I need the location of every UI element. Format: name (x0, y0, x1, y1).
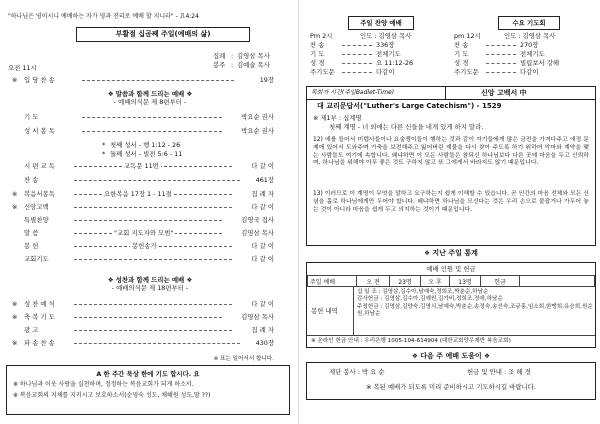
stats-title-text: 지난 주일 통계 (432, 249, 478, 257)
section-title: 말씀과 함께 드리는 예배 (115, 90, 185, 98)
creed-header-left: 목회자 시간(주일Badlet-Time) (311, 89, 395, 96)
order-value: 다 같 이 (251, 203, 274, 211)
order-value: 다 같 이 (251, 242, 274, 250)
diamond-icon: ❖ (107, 276, 114, 284)
creed-paragraph: 12) 예를 들어서 미텝사들이나 요술쟁이들이 행하는 것과 같이 자기들에게 많은 금전을 가져다주고 애정 문제에 있어서 도와주며 가축을 보전해주고 잃어버린 재물을 다시 찾아 주도록 하기 위하여 악마와 계약을 맺는 사람들도 여기에 속합니다. 왜냐하면 이 모든 사람들은 참되신 하나님보다 다른 곳에 마음을 두고 신뢰하며, 하나님을 위해야 아무 좋은 것도 구하지 않고 또 그에게서 바라지도 않기 때문입니다. (313, 137, 589, 167)
section-subtitle: 예배의식문 제 18편부터 (116, 284, 184, 292)
attendance-value: 13명 (450, 276, 481, 287)
helper-name: 박 요 순 (361, 368, 385, 376)
order-label: 성 서 봉 독 (24, 127, 55, 135)
online-offering-note: ※ 온라인 헌금 안내 : 우리은행 1005-104-614904 (대한교회양우제반 복음교회) (311, 338, 511, 344)
order-label: 찬 송 (24, 176, 39, 184)
next-week-title (302, 352, 600, 360)
stand-mark: ※ (12, 190, 18, 198)
stand-mark: ※ (12, 203, 18, 211)
section-word-heading: ❖ 말씀과 함께 드리는 예배 ❖ - 예배의식문 제 8편부터 - (107, 90, 193, 106)
order-value: 박요순 권사 (241, 113, 274, 121)
praise-item-value: 전체기도 (376, 50, 401, 58)
offering-type: 주정헌금 (357, 303, 379, 310)
order-value: 집 례 자 (251, 326, 274, 334)
order-label: 기 도 (24, 113, 39, 121)
diamond-icon: ❖ (484, 352, 490, 360)
order-value: 박요순 권사 (241, 127, 274, 135)
offering-line: 십 일 조 : 김영삼,김수아,남예숙,정희조,박춘순,하남순 (357, 289, 489, 295)
wed-item-label: 성 경 (454, 59, 469, 67)
offering-line: 주정헌금 : 김영삼,김양숙,김영식,남예숙,박춘순,송정숙,송선숙,조규홍,임소희,한맹희,유승희,원순원,하남순 (357, 303, 593, 318)
header-verse: "하나님은 영이시니 예배하는 자가 영과 진리로 예배 할 지니라" - 요4:24 (8, 13, 199, 20)
offering-type: 감사헌금 (357, 296, 379, 303)
praise-title: 주일 찬양 예배 (360, 19, 402, 27)
stats-subtitle: 예배 인원 및 헌금 (426, 265, 476, 273)
prayer-line: ※ 하나님과 이웃 사랑을 실천하며, 정정하는 복음교회가 되게 하소서. (13, 381, 194, 388)
order-list-1 (12, 113, 274, 137)
diamond-icon: ❖ (424, 249, 430, 257)
service-time: 오전 11시 (8, 64, 37, 72)
praise-item-label: 찬 송 (310, 41, 325, 49)
offering-col: 헌금 (481, 276, 520, 287)
order-value: 다 같 이 (251, 162, 274, 170)
wed-item-label: 찬 송 (454, 41, 469, 49)
order-row (12, 127, 274, 135)
catechism-title: 대 교리문답서("Luther's Large Catechism") - 1529 (317, 102, 502, 110)
stand-note: ※ 표는 일어서서 합니다. (213, 356, 274, 362)
order-row (12, 229, 274, 237)
wed-time: pm 12시 (454, 32, 481, 40)
order-label: 성 찬 예 식 (24, 300, 55, 308)
order-label: 시 편 교 독 (24, 162, 55, 170)
order-row (12, 113, 274, 121)
order-value: 김영삼 목사 (241, 229, 274, 237)
order-row (12, 242, 274, 250)
praise-item-label: 성 경 (310, 59, 325, 67)
wed-item-value: 다같이 (520, 68, 539, 76)
order-row (12, 176, 274, 184)
order-value: 430장 (255, 339, 274, 347)
order-label: 입 당 찬 송 (24, 76, 55, 84)
order-row (12, 339, 274, 347)
creed-part: ※ 제1부 : 십계명 (313, 114, 362, 122)
offering-type: 십 일 조 (357, 289, 377, 295)
wed-item-value: 270장 (520, 41, 539, 49)
center-fold (298, 0, 299, 424)
bullet-icon: * (102, 150, 106, 158)
section-subtitle: 예배의식문 제 8편부터 (118, 98, 182, 106)
praise-title-box (348, 16, 414, 30)
right-page (302, 0, 600, 424)
offering-line: 감사헌금 : 김영삼,김수아,김예원,김가비,정희조,정애,하남순 (357, 296, 503, 303)
praise-item-value: 요 11:12-26 (376, 59, 414, 67)
diamond-icon: ❖ (186, 90, 193, 98)
scripture-readings (102, 141, 242, 159)
next-week-title-text: 다음 주 예배 도움이 (420, 352, 482, 360)
wed-item-value: 빌립보서 강해 (520, 59, 560, 67)
left-page (0, 0, 296, 424)
bullet-icon: * (102, 141, 106, 149)
helper-role: 헌금 및 안내 (467, 368, 502, 376)
offering-names: 김영삼,김양숙,김영식,남예숙,박춘순,송정숙,송선숙,조규홍,임소희,한맹희,유승희,원순원,하남순 (357, 303, 593, 318)
praise-item-label: 기 도 (310, 50, 325, 58)
order-row (12, 326, 274, 334)
offering-label: 봉헌 내역 (311, 307, 338, 315)
order-value: 다 같 이 (251, 255, 274, 263)
order-label: 광 고 (24, 326, 39, 334)
officiant-info: 집례 : 김영삼 목사 봉주 : 김예술 목사 (213, 52, 270, 69)
attendance-col: 오 전 (357, 276, 390, 287)
stand-mark: ※ (12, 339, 18, 347)
order-label: 교회기도 (24, 255, 49, 263)
commandment-text: 첫째 계명 - 너 외에는 다른 신들을 네게 있게 하지 말라. (329, 123, 484, 131)
order-row (12, 162, 274, 170)
next-week-box (306, 362, 596, 400)
wed-item-label: 기 도 (454, 50, 469, 58)
order-label: 파 송 찬 송 (24, 339, 55, 347)
stats-box (306, 262, 596, 348)
reading-text: 첫째 성서 - 행 1:12 - 26 (110, 141, 181, 149)
section-sacrament-heading: ❖ 성찬과 함께 드리는 예배 ❖ - 예배의식문 제 18편부터 - (107, 276, 193, 292)
info-label: 봉주 (213, 61, 226, 69)
attendance-row (307, 275, 595, 287)
section-title: 성찬과 함께 드리는 예배 (115, 276, 185, 284)
order-row (12, 190, 274, 198)
order-list-2 (12, 162, 274, 272)
order-label: 복음서봉독 (24, 190, 55, 198)
order-label: 특별찬양 (24, 216, 49, 224)
order-row (12, 216, 274, 224)
offering-list (357, 289, 593, 335)
worship-prep-note: ※ 복된 예배가 되도록 미리 준비하시고 기도하시길 바랍니다. (366, 383, 536, 391)
praise-item-value: 336장 (376, 41, 395, 49)
order-row-opening (12, 76, 274, 85)
reading-text: 둘째 성서 - 빌전 5:6 - 11 (110, 150, 183, 158)
info-value: 김예술 목사 (237, 61, 270, 69)
order-detail: 요한복음 17장 1 - 11절 (104, 190, 172, 198)
helper-name: 조 해 경 (508, 368, 531, 376)
praise-details (310, 32, 450, 82)
helper-row: 제단 봉사 : 박 요 순 (329, 368, 385, 376)
order-list-3 (12, 300, 274, 350)
prayer-title: A 한 주간 묵상 한에 기도 합시다. 요 (96, 370, 200, 378)
order-detail: 봉헌송가 (132, 242, 157, 250)
wed-leader: 인도 : 김영삼 목사 (504, 32, 556, 40)
order-value: 김영삼 목사 (241, 313, 274, 321)
wed-title-box (498, 16, 560, 30)
helper-row: 헌금 및 안내 : 조 해 경 (467, 368, 531, 376)
praise-item-label: 주기도문 (310, 68, 335, 76)
diamond-icon: ❖ (186, 276, 193, 284)
diamond-icon: ❖ (107, 90, 114, 98)
order-row (12, 255, 274, 263)
weekly-prayer-box (6, 365, 290, 415)
order-row (12, 313, 274, 321)
stand-mark: ※ (12, 76, 18, 84)
sermon-title: "교회 지도자와 모범" (114, 229, 174, 237)
creed-header-right: 신앙 고백서 中 (481, 89, 527, 97)
order-label: 봉 헌 (24, 242, 39, 250)
info-label: 집례 (213, 52, 226, 60)
attendance-label: 주일 예배 (308, 276, 357, 287)
order-label: 말 씀 (24, 229, 39, 237)
stats-title (302, 249, 600, 257)
offering-names: 김영삼,김수아,남예숙,정희조,박춘순,하남순 (382, 289, 489, 295)
order-value: 김영국 집사 (241, 216, 274, 224)
stand-mark: ※ (12, 313, 18, 321)
info-value: 김영삼 목사 (237, 52, 270, 60)
order-value: 461장 (255, 176, 274, 184)
helper-role: 제단 봉사 (329, 368, 356, 376)
attendance-value: 23명 (390, 276, 421, 287)
order-value: 19장 (259, 76, 274, 84)
order-row (12, 203, 274, 211)
order-detail: 교독문 11번 (124, 162, 159, 170)
stand-mark: ※ (12, 300, 18, 308)
creed-header (307, 87, 595, 100)
order-row (12, 300, 274, 308)
praise-item-value: 다같이 (376, 68, 395, 76)
order-value: 다 같 이 (251, 300, 274, 308)
wed-item-label: 주기도문 (454, 68, 479, 76)
diamond-icon: ❖ (412, 352, 418, 360)
wed-details (454, 32, 596, 82)
order-value: 집 례 자 (251, 190, 274, 198)
order-label: 신앙고백 (24, 203, 49, 211)
praise-leader: 인도 : 김영삼 목사 (360, 32, 412, 40)
creed-paragraph: 13) 이러므로 이 계명이 무엇을 말하고 요구하는지 쉽게 이해할 수 있습니다. 곧 인간의 마음 전체와 모든 신념을 홀로 하나님에게만 두어야 합니다. 왜냐하면 하나님을 모신다는 것은 우리 손으로 붙잡거나 가두어 놓는 것이 아니라 마음을 쉽게 두고 의지하는 것이기 때문입니다. (313, 191, 589, 213)
offering-names: 김영삼,김수아,김예원,김가비,정희조,정애,하남순 (384, 296, 503, 303)
wed-title: 수요 기도회 (512, 19, 546, 27)
praise-time: Pm 2시 (310, 32, 333, 40)
wed-item-value: 전체기도 (520, 50, 545, 58)
prayer-line: ※ 복음교회의 지체를 지키시고 보호하소서(순영숙 성도, 채혜원 성도,딸 ??) (13, 392, 211, 399)
order-label: 축 복 기 도 (24, 313, 55, 321)
service-title-box (76, 27, 250, 42)
attendance-col: 오 후 (421, 276, 450, 287)
creed-box (306, 86, 596, 246)
service-title: 부활절 십곰째 주일(예배의 삶) (115, 30, 211, 38)
